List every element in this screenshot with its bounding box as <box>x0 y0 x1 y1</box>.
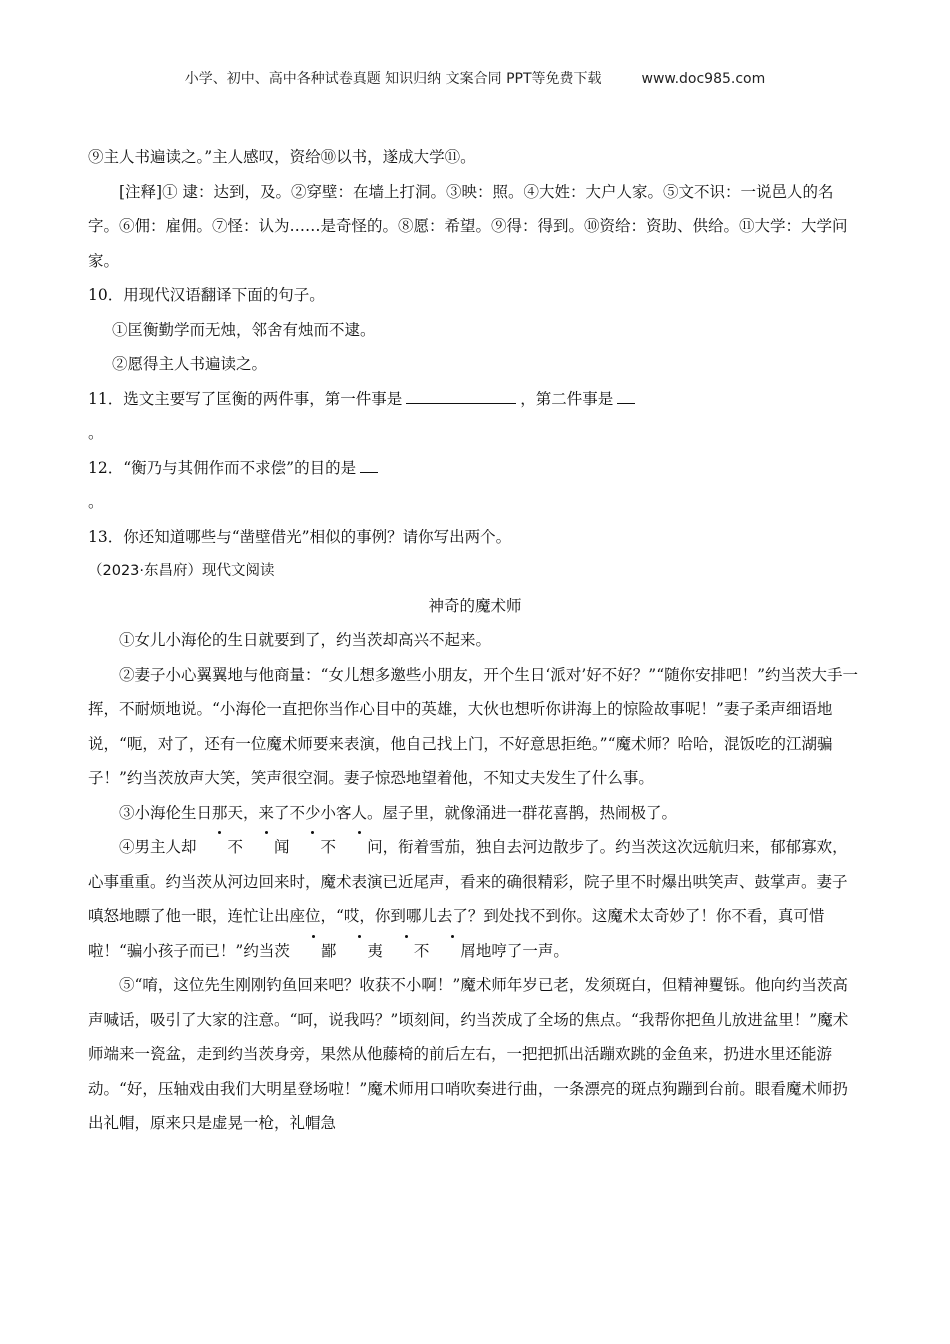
document-body <box>88 140 862 1141</box>
question-11-text-a: 11．选文主要写了匡衡的两件事，第一件事是 <box>88 389 403 408</box>
paragraph-4-part-a: ④男主人却 <box>119 838 197 856</box>
reading-source: （2023·东昌府）现代文阅读 <box>88 563 275 579</box>
header-text: 小学、初中、高中各种试卷真题 知识归纳 文案合同 PPT等免费下载 <box>184 71 602 87</box>
annotation-note: [注释]① 逮：达到，及。②穿壁：在墙上打洞。③映：照。④大姓：大户人家。⑤文不识：一说邑人的名字。⑥佣：雇佣。⑦怪：认为……是奇怪的。⑧愿：希望。⑨得：得到。⑩资给：资助、供给。⑪大学：大学问家。 <box>88 182 848 270</box>
question-11-text-b: ，第二件事是 <box>520 389 614 408</box>
header-site: www.doc985.com <box>641 71 766 87</box>
answer-blank-11-2[interactable] <box>617 385 635 404</box>
question-11-end: 。 <box>88 424 104 442</box>
question-12 <box>88 451 862 486</box>
paragraph-4 <box>88 830 862 968</box>
passage-title: 神奇的魔术师 <box>428 596 522 615</box>
emphasis-char: 鄙 <box>290 934 337 969</box>
emphasis-char: 问 <box>336 830 383 865</box>
emphasis-char: 不 <box>197 830 244 865</box>
question-12-end: 。 <box>88 493 104 511</box>
emphasis-char: 闻 <box>243 830 290 865</box>
paragraph-4-part-b: ，衔着雪茄，独自去河边散步了。约当茨这次远航归来，郁郁寡欢，心事重重。约当茨从河边回来时，魔术表演已近尾声，看来的确很精彩，院子里不时爆出哄笑声、鼓掌声。妻子嗔怒地瞟了他一眼，连忙让出座位，“哎，你到哪儿去了？到处找不到你。这魔术太奇妙了！你不看，真可惜啦！“骗小孩子而已！”约当茨 <box>88 838 848 960</box>
page-header <box>0 68 950 88</box>
question-11 <box>88 382 862 417</box>
paragraph-3: ③小海伦生日那天，来了不少小客人。屋子里，就像涌进一群花喜鹊，热闹极了。 <box>119 803 678 822</box>
answer-blank-11-1[interactable] <box>406 385 516 404</box>
question-10-item-1: ①匡衡勤学而无烛，邻舍有烛而不逮。 <box>112 320 376 339</box>
question-10: 10．用现代汉语翻译下面的句子。 <box>88 286 325 304</box>
emphasis-char: 夷 <box>336 934 383 969</box>
emphasis-char: 屑 <box>429 934 476 969</box>
passage-continuation: ⑨主人书遍读之。”主人感叹，资给⑩以书，遂成大学⑪。 <box>88 148 476 166</box>
paragraph-5: ⑤“唷，这位先生刚刚钓鱼回来吧？收获不小啊！”魔术师年岁已老，发须斑白，但精神矍铄。他向约当茨高声喊话，吸引了大家的注意。“呵，说我吗？”顷刻间，约当茨成了全场的焦点。“我帮你把鱼儿放进盆里！”魔术师端来一瓷盆，走到约当茨身旁，果然从他藤椅的前后左右，一把把抓出活蹦欢跳的金鱼来，扔进水里还能游动。“好，压轴戏由我们大明星登场啦！”魔术师用口哨吹奏进行曲，一条漂亮的斑点狗蹦到台前。眼看魔术师扔出礼帽，原来只是虚晃一枪，礼帽急 <box>88 976 849 1132</box>
question-10-item-2: ②愿得主人书遍读之。 <box>112 355 268 373</box>
paragraph-2: ②妻子小心翼翼地与他商量：“女儿想多邀些小朋友，开个生日‘派对’好不好？”“随你安排吧！”约当茨大手一挥，不耐烦地说。“小海伦一直把你当作心目中的英雄，大伙也想听你讲海上的惊险故事呢！”妻子柔声细语地说，“呃，对了，还有一位魔术师要来表演，他自己找上门，不好意思拒绝。”“魔术师？哈哈，混饭吃的江湖骗子！”约当茨放声大笑，笑声很空洞。妻子惊恐地望着他，不知丈夫发生了什么事。 <box>88 665 859 787</box>
emphasis-char: 不 <box>383 934 430 969</box>
answer-blank-12[interactable] <box>360 454 378 473</box>
emphasis-char: 不 <box>290 830 337 865</box>
question-13: 13．你还知道哪些与“凿壁借光”相似的事例？请你写出两个。 <box>88 527 512 546</box>
question-12-text: 12．“衡乃与其佣作而不求偿”的目的是 <box>88 458 357 477</box>
paragraph-4-part-c: 地哼了一声。 <box>475 941 569 960</box>
paragraph-1: ①女儿小海伦的生日就要到了，约当茨却高兴不起来。 <box>119 631 492 649</box>
